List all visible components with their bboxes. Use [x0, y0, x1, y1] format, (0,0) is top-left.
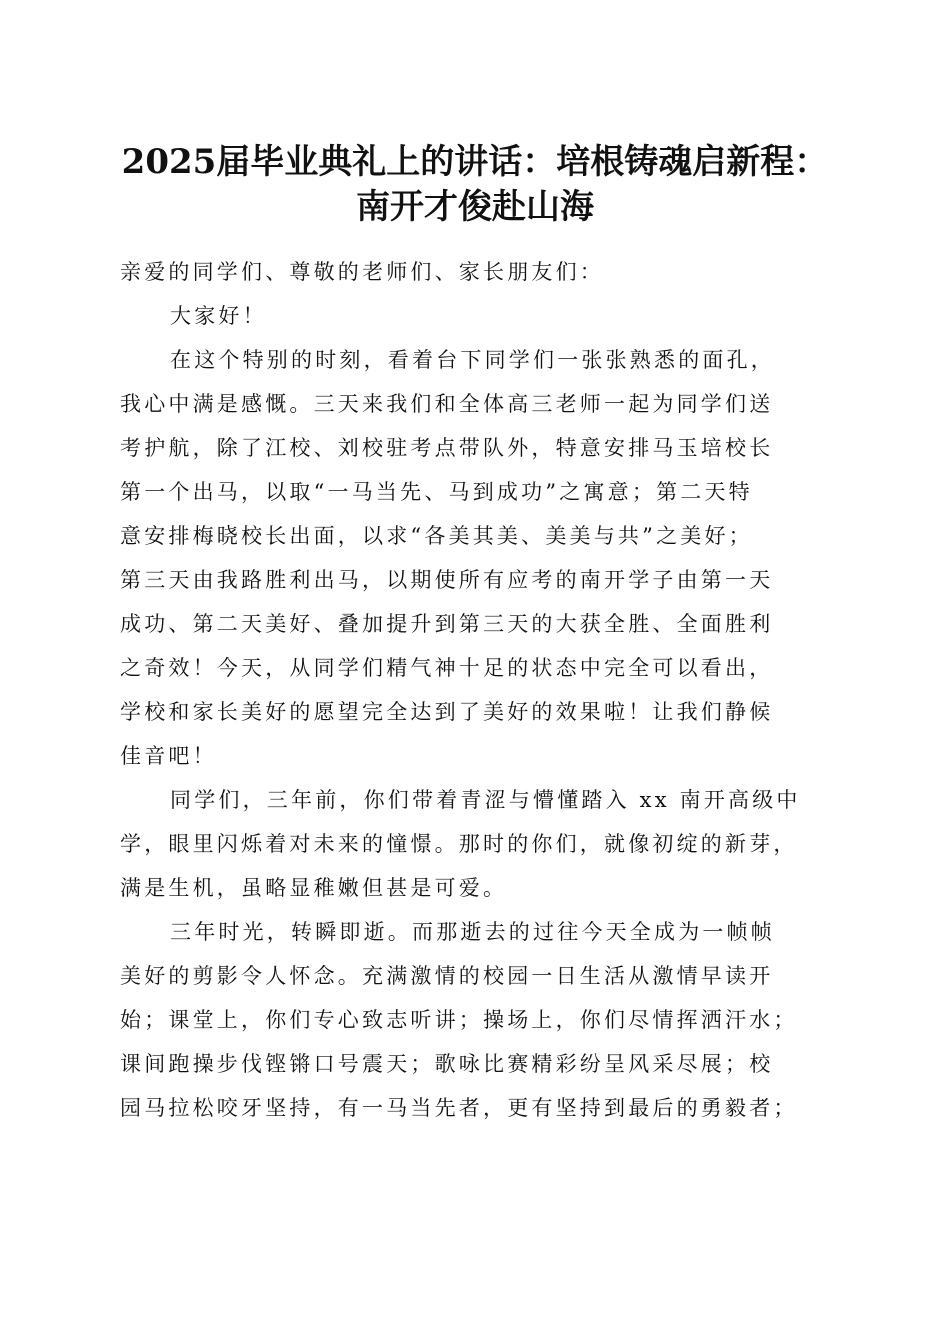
body-line: 意安排梅晓校长出面，以求“各美其美、美美与共”之美好；	[120, 524, 753, 548]
speech-body	[120, 250, 840, 1130]
body-line: 成功、第二天美好、叠加提升到第三天的大获全胜、全面胜利	[120, 612, 774, 636]
body-line: 我心中满是感慨。三天来我们和全体高三老师一起为同学们送	[120, 392, 774, 416]
greeting-line: 大家好！	[170, 304, 267, 328]
document-title-line-1: 2025届毕业典礼上的讲话：培根铸魂启新程：	[121, 142, 829, 182]
body-line: 第三天由我路胜利出马，以期使所有应考的南开学子由第一天	[120, 568, 774, 592]
body-line: 学，眼里闪烁着对未来的憧憬。那时的你们，就像初绽的新芽，	[120, 832, 798, 856]
document-title-line-2: 南开才俊赴山海	[356, 187, 594, 227]
body-line: 学校和家长美好的愿望完全达到了美好的效果啦！让我们静候	[120, 700, 774, 724]
body-line: 始；课堂上，你们专心致志听讲；操场上，你们尽情挥洒汗水；	[120, 1008, 798, 1032]
body-line: 佳音吧！	[120, 744, 217, 768]
salutation-line: 亲爱的同学们、尊敬的老师们、家长朋友们：	[120, 260, 604, 284]
body-line: 园马拉松咬牙坚持，有一马当先者，更有坚持到最后的勇毅者；	[120, 1096, 798, 1120]
body-line: 同学们，三年前，你们带着青涩与懵懂踏入 xx 南开高级中	[170, 788, 801, 812]
body-line: 之奇效！今天，从同学们精气神十足的状态中完全可以看出，	[120, 656, 774, 680]
body-line: 考护航，除了江校、刘校驻考点带队外，特意安排马玉培校长	[120, 436, 774, 460]
body-line: 第一个出马，以取“一马当先、马到成功”之寓意；第二天特	[120, 480, 753, 504]
body-line: 课间跑操步伐铿锵口号震天；歌咏比赛精彩纷呈风采尽展；校	[120, 1052, 774, 1076]
body-line: 三年时光，转瞬即逝。而那逝去的过往今天全成为一帧帧	[170, 920, 775, 944]
body-line: 在这个特别的时刻，看着台下同学们一张张熟悉的面孔，	[170, 348, 775, 372]
body-line: 美好的剪影令人怀念。充满激情的校园一日生活从激情早读开	[120, 964, 774, 988]
body-line: 满是生机，虽略显稚嫩但甚是可爱。	[120, 876, 508, 900]
